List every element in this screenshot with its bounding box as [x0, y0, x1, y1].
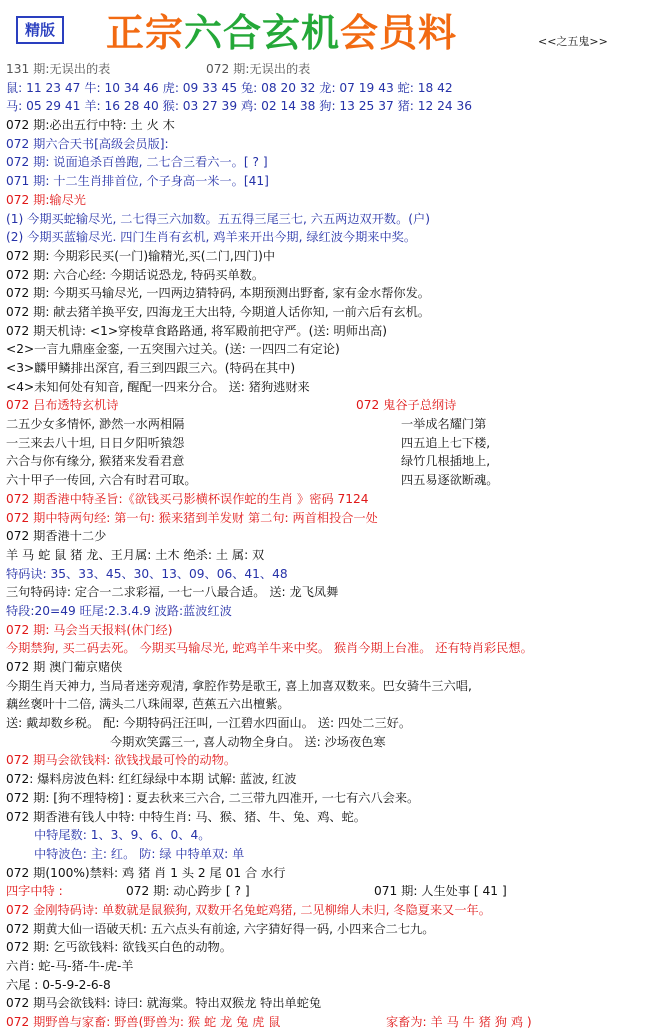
line-peace: 072 期: 献去猪羊换平安, 四海龙王大出特, 今期道人话你知, 一前六后有玄机。 [6, 304, 430, 319]
line-zodiac-row-2: 马: 05 29 41 羊: 16 28 40 猴: 03 27 39 鸡: 02 14 38 狗: 13 25 37 猪: 12 24 36 [6, 99, 473, 114]
lvbu-line-3: 六合与你有缘分, 猴猪来发看君意 [6, 454, 185, 469]
line-beggar: 072 期: 乞丐欲钱料: 欲钱买白色的动物。 [6, 940, 232, 955]
line-heaven-poem: 072 期天机诗: <1>穿梭草食路路通, 将军殿前把守严。(送: 明师出高) [6, 323, 388, 338]
line-horse-lose: 072 期: 今期买马输尽光, 一四两边猜特码, 本期预测出野畜, 家有金水帮你发。 [6, 286, 430, 301]
line-poem-pair-2 [6, 434, 662, 453]
page-header [0, 0, 667, 58]
guiguzi-line-3: 绿竹几根插地上, [401, 454, 491, 469]
guiguzi-line-1: 一举成名耀门第 [401, 417, 487, 432]
livestock: 家畜为: 羊 马 牛 猪 狗 鸡 ) [386, 1015, 532, 1030]
line-hk-decree: 072 期香港中特圣旨:《欲钱买弓影横杯误作蛇的生肖 》密码 7124 [6, 491, 369, 506]
line-poem-pair-4 [6, 471, 662, 490]
line-daily-report: 今期禁狗, 买二码去死。 今期买马输尽光, 蛇鸡羊牛来中奖。 猴肖今期上台准。 还有特肖彩民想。 [6, 641, 533, 656]
line-four-characters [6, 882, 662, 901]
line-lose-all-1: (1) 今期买蛇输尽光, 二七得三六加数。五五得三尾三七, 六五两边双开数。(户) [6, 211, 430, 226]
line-wish-money: 072 期马会欲钱料: 欲钱找最可怜的动物。 [6, 753, 237, 768]
title-part-1: 正宗 [106, 10, 185, 55]
table-title-left: 131 期:无误出的表 [6, 62, 111, 76]
line-wish-poem: 072 期马会欲钱料: 诗曰: 就海棠。特出双猴龙 特出单蛇兔 [6, 996, 322, 1011]
line-heart-sutra: 072 期: 六合心经: 今期话说恐龙, 特码买单数。 [6, 267, 265, 282]
line-poem-pair-1 [6, 415, 662, 434]
wild-beasts: 072 期野兽与家畜: 野兽(野兽为: 猴 蛇 龙 兔 虎 鼠 [6, 1015, 281, 1030]
line-macau-heading: 072 期 澳门葡京赌侠 [6, 660, 123, 674]
title-part-2: 六合玄机 [184, 10, 341, 55]
page-title [106, 2, 457, 57]
line-poem-pair-3 [6, 452, 662, 471]
line-dog-list: 072 期: [狗不理特榜] : 夏去秋来三六合, 二三带九四准开, 一七有六八会来。 [6, 790, 420, 805]
four-char-072: 072 期: 动心跨步 [ ? ] [126, 884, 250, 899]
line-riddle-072: 072 期: 说面追杀百兽跑, 二七合三看六一。[ ? ] [6, 155, 268, 170]
line-gates: 072 期: 今期彩民买(一门)输精光,买(二门,四门)中 [6, 248, 276, 263]
line-heaven-book: 072 期六合天书[高级会员版]: [6, 136, 169, 151]
edition-badge: 精版 [16, 16, 64, 44]
title-part-3: 会员料 [340, 10, 458, 55]
line-macau-2: 藕丝褒叶十二倍, 满头二八珠闹翠, 芭蕉五六出檀紫。 [6, 697, 290, 712]
table-title-right: 072 期:无误出的表 [206, 62, 311, 76]
line-code-formula: 特码诀: 35、33、45、30、13、09、06、41、48 [6, 566, 288, 581]
guiguzi-line-2: 四五追上七下楼, [401, 435, 491, 450]
line-macau-3: 送: 戴却数乡税。 配: 今期特码汪汪叫, 一江碧水四面山。 送: 四处二三好。 [6, 716, 412, 731]
line-tail-numbers: 中特尾数: 1、3、9、6、0、4。 [34, 828, 211, 843]
line-six-tails: 六尾 : 0-5-9-2-6-8 [6, 977, 111, 992]
line-poem-4: <4>未知何处有知音, 醒配一四来分合。 送: 猪狗逃财来 [6, 379, 310, 394]
line-three-sentence-poem: 三句特码诗: 定合一二求彩福, 一七一八最合适。 送: 龙飞凤舞 [6, 585, 339, 600]
line-beasts-livestock [6, 1013, 662, 1032]
four-char-heading: 四字中特 : [6, 884, 63, 899]
guiguzi-poem-heading: 072 鬼谷子总纲诗 [356, 398, 457, 413]
line-rich-man: 072 期香港有钱人中特: 中特生肖: 马、猴、猪、牛、兔、鸡、蛇。 [6, 809, 366, 824]
line-wave-color: 072: 爆料房波色料: 红红绿绿中本期 试解: 蓝波, 红波 [6, 772, 297, 787]
line-wave-odd-even: 中特波色: 主: 红。 防: 绿 中特单双: 单 [34, 846, 245, 861]
lvbu-poem-heading: 072 吕布透特玄机诗 [6, 398, 119, 413]
line-table-title [6, 60, 662, 79]
guiguzi-line-4: 四五易逐欲断魂。 [401, 473, 499, 488]
lvbu-line-4: 六十甲子一传回, 六合有时君可取。 [6, 473, 197, 488]
line-forbidden: 072 期(100%)禁料: 鸡 猪 肖 1 头 2 尾 01 合 水行 [6, 865, 286, 880]
line-poem-3: <3>麟甲鳞排出深宫, 看三到四跟三六。(特码在其中) [6, 361, 296, 375]
line-special-segment: 特段:20=49 旺尾:2.3.4.9 波路:蓝波红波 [6, 603, 232, 618]
line-lose-all-heading: 072 期:输尽光 [6, 192, 86, 207]
line-wong-tai-sin: 072 期黄大仙一语破天机: 五六点头有前途, 六字猜好得一码, 小四来合二七九。 [6, 921, 435, 936]
line-six-zodiacs: 六肖: 蛇-马-猪-牛-虎-羊 [6, 959, 134, 973]
line-macau-4: 今期欢笑露三一, 喜人动物全身白。 送: 沙场夜色寒 [110, 734, 386, 749]
four-char-071: 071 期: 人生处事 [ 41 ] [374, 884, 507, 899]
line-poem-headings [6, 396, 662, 415]
lvbu-line-1: 二五少女多情怀, 渺然一水两相隔 [6, 417, 185, 432]
author-signature: <<之五鬼>> [538, 35, 608, 48]
line-macau-1: 今期生肖天神力, 当局者迷旁观清, 拿腔作势是歌王, 喜上加喜双数来。巴女骑牛三六唱, [6, 678, 472, 693]
line-five-elements: 072 期:必出五行中特: 土 火 木 [6, 118, 175, 133]
line-daily-report-heading: 072 期: 马会当天报料(休门经) [6, 622, 173, 637]
line-lose-all-2: (2) 今期买蓝输尽光. 四门生肖有玄机, 鸡羊来开出今期, 绿红波今期来中奖。 [6, 230, 417, 245]
line-two-sentences: 072 期中特两句经: 第一句: 猴来猪到羊发财 第二句: 两首相投合一处 [6, 510, 378, 525]
lvbu-line-2: 一三来去八十坦, 日日夕阳听猿怨 [6, 435, 185, 450]
content-lines [6, 60, 662, 1032]
line-zodiac-row-1: 鼠: 11 23 47 牛: 10 34 46 虎: 09 33 45 兔: 08 20 32 龙: 07 19 43 蛇: 18 42 [6, 80, 453, 95]
line-zodiac-attributes: 羊 马 蛇 鼠 猪 龙、王月属: 土木 绝杀: 土 属: 双 [6, 547, 265, 562]
line-riddle-071: 071 期: 十二生肖排首位, 个子身高一米一。[41] [6, 174, 269, 189]
line-hk-twelve: 072 期香港十二少 [6, 529, 107, 544]
line-poem-2: <2>一言九鼎座金銮, 一五突围六过关。(送: 一四四二有定论) [6, 342, 340, 357]
line-vajra-poem: 072 金刚特码诗: 单数就是鼠猴狗, 双数开名兔蛇鸡猪, 二见柳绵人未归, 冬隐夏来又一年。 [6, 902, 491, 917]
